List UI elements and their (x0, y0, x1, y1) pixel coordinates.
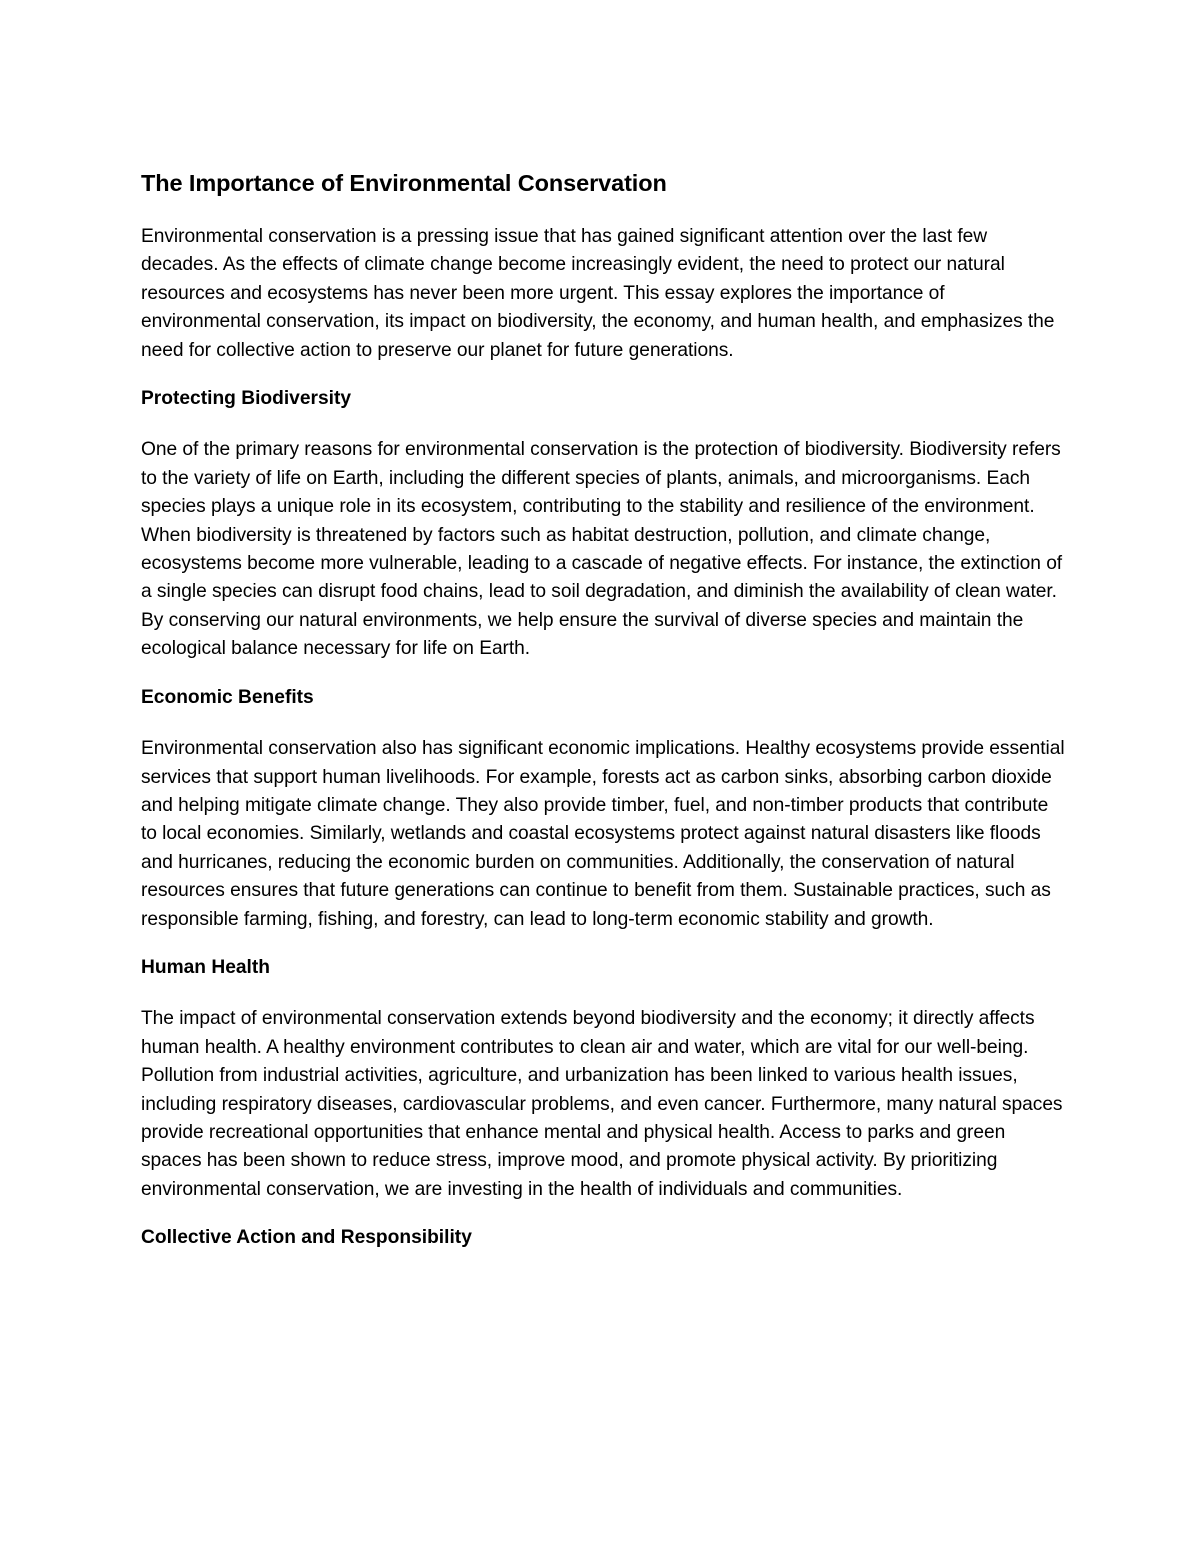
document-page (141, 165, 1066, 1253)
section-heading-economic: Economic Benefits (141, 686, 314, 708)
section-body-health: The impact of environmental conservation extends beyond biodiversity and the economy; it directly affects human health. A healthy environment contributes to clean air and water, which are vital for our well-being. Pollution from industrial activities, agriculture, and urbanization has been linked to various health issues, including respiratory diseases, cardiovascular problems, and even cancer. Furthermore, many natural spaces provide recreational opportunities that enhance mental and physical health. Access to parks and green spaces has been shown to reduce stress, improve mood, and promote physical activity. By prioritizing environmental conservation, we are investing in the health of individuals and communities. (141, 1008, 1063, 1200)
document-title: The Importance of Environmental Conservation (141, 170, 667, 196)
section-body-biodiversity: One of the primary reasons for environmental conservation is the protection of biodiversity. Biodiversity refers to the variety of life on Earth, including the different species of plants, animals, and microorganisms. Each species plays a unique role in its ecosystem, contributing to the stability and resilience of the environment. When biodiversity is threatened by factors such as habitat destruction, pollution, and climate change, ecosystems become more vulnerable, leading to a cascade of negative effects. For instance, the extinction of a single species can disrupt food chains, lead to soil degradation, and diminish the availability of clean water. By conserving our natural environments, we help ensure the survival of diverse species and maintain the ecological balance necessary for life on Earth. (141, 439, 1063, 660)
section-heading-collective-action: Collective Action and Responsibility (141, 1227, 472, 1249)
intro-paragraph: Environmental conservation is a pressing issue that has gained significant attention over the last few decades. As the effects of climate change become increasingly evident, the need to protect our natural resources and ecosystems has never been more urgent. This essay explores the importance of environmental conservation, its impact on biodiversity, the economy, and human health, and emphasizes the need for collective action to preserve our planet for future generations. (141, 226, 1055, 361)
section-body-economic: Environmental conservation also has significant economic implications. Healthy ecosystems provide essential services that support human livelihoods. For example, forests act as carbon sinks, absorbing carbon dioxide and helping mitigate climate change. They also provide timber, fuel, and non-timber products that contribute to local economies. Similarly, wetlands and coastal ecosystems protect against natural disasters like floods and hurricanes, reducing the economic burden on communities. Additionally, the conservation of natural resources ensures that future generations can continue to benefit from them. Sustainable practices, such as responsible farming, fishing, and forestry, can lead to long-term economic stability and growth. (141, 738, 1065, 930)
section-heading-biodiversity: Protecting Biodiversity (141, 388, 352, 410)
section-heading-health: Human Health (141, 956, 271, 978)
